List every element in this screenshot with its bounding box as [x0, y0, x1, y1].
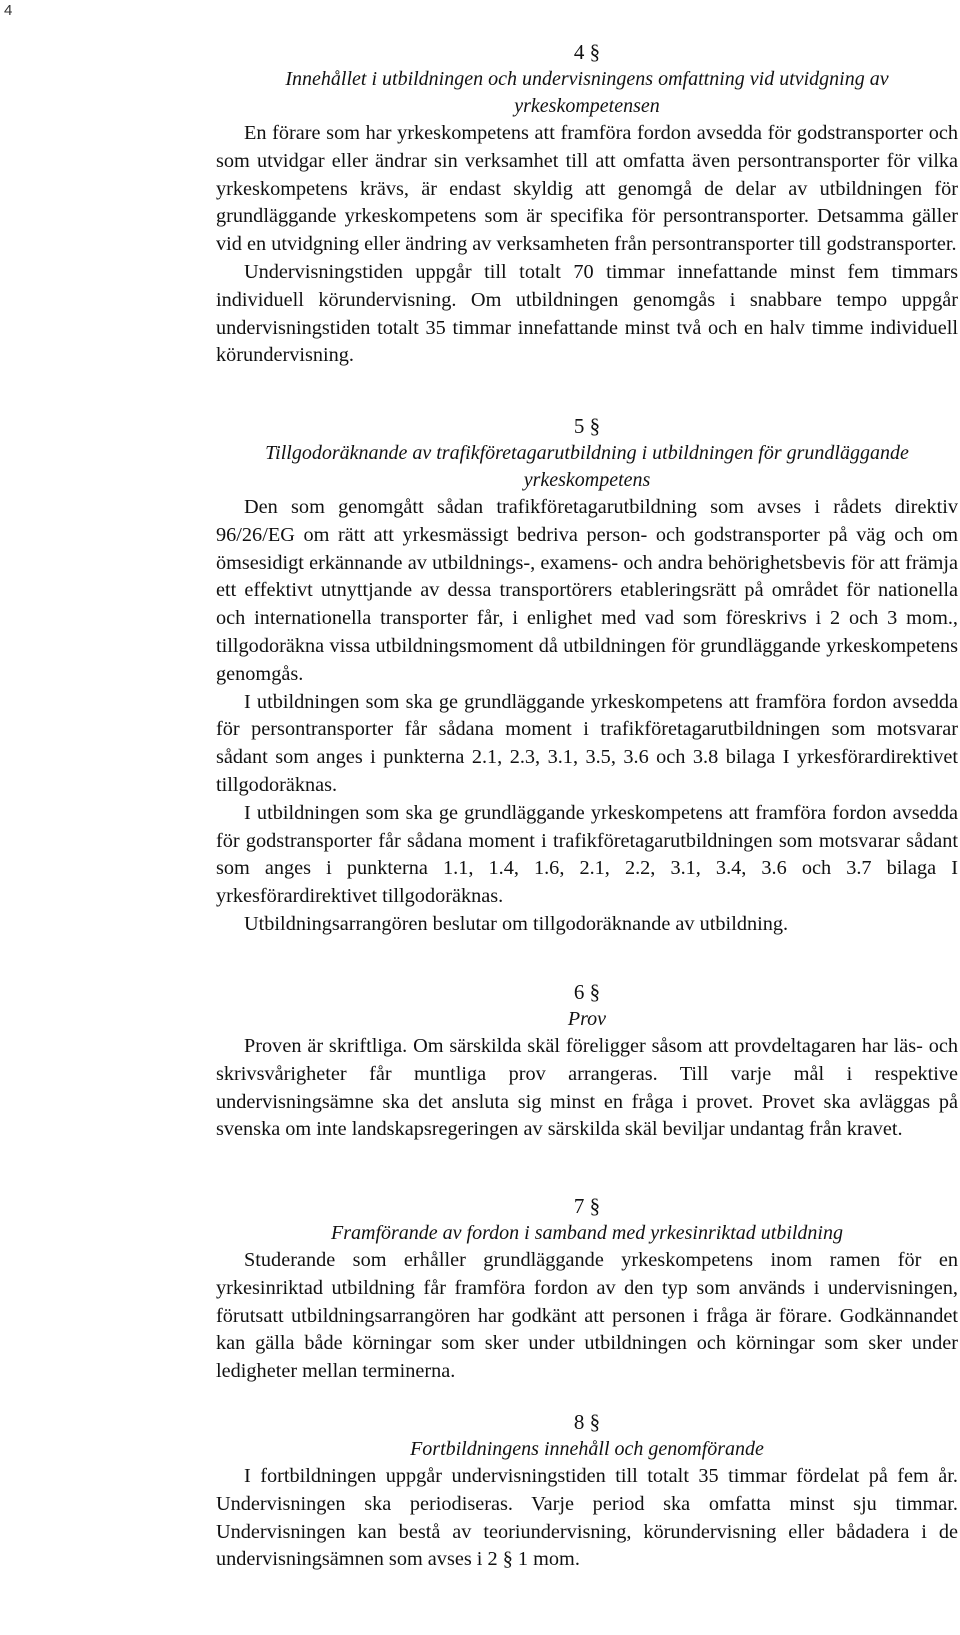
section-6	[216, 978, 958, 1144]
section-title: Innehållet i utbildningen och undervisningens omfattning vid utvidgning av yrkeskompetensen	[285, 68, 889, 117]
section-heading: 7 §	[573, 1194, 601, 1218]
paragraph: I utbildningen som ska ge grundläggande yrkeskompetens att framföra fordon avsedda för godstransporter får sådana moment i trafikföretagarutbildningen som motsvarar sådant som anges i punkterna 1.1, 1.4, 1.6, 2.1, 2.2, 3.1, 3.4, 3.6 och 3.7 bilaga I yrkesförardirektivet tillgodoräknas.	[216, 801, 958, 908]
section-body	[216, 1463, 958, 1574]
paragraph: Den som genomgått sådan trafikföretagarutbildning som avses i rådets direktiv 96/26/EG om rätt att yrkesmässigt bedriva person- och godstransporter på väg och om ömsesidigt erkännande av utbildnings-, examens- och andra behörighetsbevis för att främja ett effektivt utnyttjande av dessa transportörers etableringsrätt på området för nationella och internationella transporter får, i enlighet med vad som föreskrivs i 2 och 3 mom., tillgodoräkna vissa utbildningsmoment då utbildningen för grundläggande yrkeskompetens genomgås.	[216, 496, 958, 685]
section-4	[216, 38, 958, 370]
section-body	[216, 1247, 958, 1386]
section-7	[216, 1192, 958, 1386]
section-body	[216, 120, 958, 370]
paragraph: Proven är skriftliga. Om särskilda skäl föreligger såsom att provdeltagaren har läs- och skrivsvårigheter får muntliga prov arrangeras. Till varje mål i respektive undervisningsämne ska det ansluta sig minst en fråga i provet. Provet ska avläggas på svenska om inte landskapsregeringen av särskilda skäl beviljar undantag från kravet.	[216, 1035, 958, 1141]
section-body	[216, 1033, 958, 1144]
section-title: Tillgodoräknande av trafikföretagarutbildning i utbildningen för grundläggande yrkeskompetens	[265, 442, 909, 491]
section-8	[216, 1408, 958, 1574]
paragraph: I utbildningen som ska ge grundläggande yrkeskompetens att framföra fordon avsedda för persontransporter får sådana moment i trafikföretagarutbildningen som motsvarar sådant som anges i punkterna 2.1, 2.3, 3.1, 3.5, 3.6 och 3.8 bilaga I yrkesförardirektivet tillgodoräknas.	[216, 690, 958, 796]
paragraph: Undervisningstiden uppgår till totalt 70 timmar innefattande minst fem timmars individuell körundervisning. Om utbildningen genomgås i snabbare tempo uppgår undervisningstiden totalt 35 timmar innefattande minst två och en halv timme individuell körundervisning.	[216, 260, 958, 367]
section-heading: 4 §	[573, 40, 601, 64]
section-title: Fortbildningens innehåll och genomförande	[410, 1438, 764, 1460]
section-title: Prov	[567, 1008, 607, 1030]
section-heading: 8 §	[573, 1410, 601, 1434]
paragraph: Utbildningsarrangören beslutar om tillgodoräknande av utbildning.	[244, 912, 789, 935]
section-body	[216, 494, 958, 939]
paragraph: I fortbildningen uppgår undervisningstiden till totalt 35 timmar fördelat på fem år. Undervisningen ska periodiseras. Varje period ska omfatta minst sju timmar. Undervisningen kan bestå av teoriundervisning, körundervisning eller bådadera i de undervisningsämnen som avses i 2 § 1 mom.	[216, 1465, 958, 1571]
paragraph: En förare som har yrkeskompetens att framföra fordon avsedda för godstransporter och som utvidgar eller ändrar sin verksamhet till att omfatta även persontransporter för vilka yrkeskompetens krävs, är endast skyldig att genomgå de delar av utbildningen för grundläggande yrkeskompetens som är specifika för persontransporter. Detsamma gäller vid en utvidgning eller ändring av verksamheten från persontransporter till godstransporter.	[216, 122, 958, 256]
section-heading: 6 §	[573, 980, 601, 1004]
section-5	[216, 412, 958, 939]
section-title: Framförande av fordon i samband med yrkesinriktad utbildning	[331, 1222, 843, 1244]
paragraph: Studerande som erhåller grundläggande yrkeskompetens inom ramen för en yrkesinriktad utbildning får framföra fordon av den typ som används i undervisningen, förutsatt utbildningsarrangören har godkänt att personen i fråga är förare. Godkännandet kan gälla både körningar som sker under utbildningen och körningar som sker under ledigheter mellan terminerna.	[216, 1249, 958, 1383]
page-number: 4	[4, 2, 13, 19]
section-heading: 5 §	[573, 414, 601, 438]
